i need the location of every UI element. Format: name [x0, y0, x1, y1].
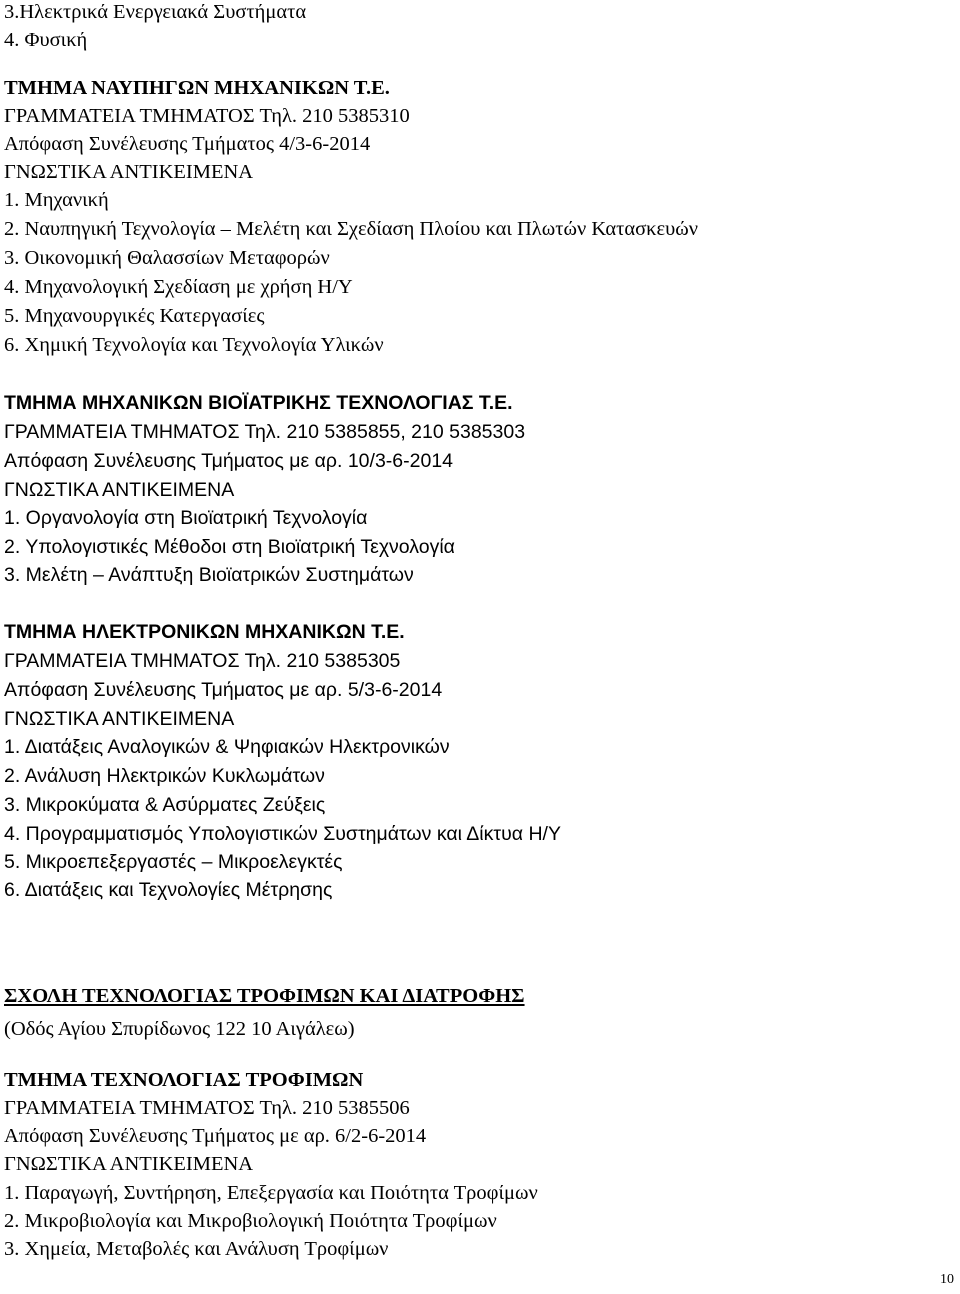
list-item: 4. Μηχανολογική Σχεδίαση με χρήση Η/Υ	[4, 276, 353, 298]
list-item: 3.Ηλεκτρικά Ενεργειακά Συστήματα	[4, 1, 307, 23]
subjects-heading: ΓΝΩΣΤΙΚΑ ΑΝΤΙΚΕΙΜΕΝΑ	[4, 161, 254, 183]
secretariat-phone: ΓΡΑΜΜΑΤΕΙΑ ΤΜΗΜΑΤΟΣ Τηλ. 210 5385310	[4, 105, 410, 127]
decision-line: Απόφαση Συνέλευσης Τμήματος με αρ. 5/3-6-2014	[4, 679, 443, 701]
secretariat-phone: ΓΡΑΜΜΑΤΕΙΑ ΤΜΗΜΑΤΟΣ Τηλ. 210 5385305	[4, 650, 401, 672]
school-address: (Οδός Αγίου Σπυρίδωνος 122 10 Αιγάλεω)	[4, 1018, 355, 1040]
list-item: 3. Μικροκύματα & Ασύρματες Ζεύξεις	[4, 794, 326, 816]
subjects-heading: ΓΝΩΣΤΙΚΑ ΑΝΤΙΚΕΙΜΕΝΑ	[4, 1153, 254, 1175]
section-title-naval: ΤΜΗΜΑ ΝΑΥΠΗΓΩΝ ΜΗΧΑΝΙΚΩΝ Τ.Ε.	[4, 77, 390, 99]
decision-line: Απόφαση Συνέλευσης Τμήματος με αρ. 10/3-6-2014	[4, 450, 454, 472]
list-item: 2. Ανάλυση Ηλεκτρικών Κυκλωμάτων	[4, 765, 325, 787]
list-item: 3. Μελέτη – Ανάπτυξη Βιοϊατρικών Συστημάτων	[4, 564, 414, 586]
decision-line: Απόφαση Συνέλευσης Τμήματος 4/3-6-2014	[4, 133, 371, 155]
secretariat-phone: ΓΡΑΜΜΑΤΕΙΑ ΤΜΗΜΑΤΟΣ Τηλ. 210 5385506	[4, 1097, 410, 1119]
page-number: 10	[940, 1272, 954, 1287]
section-title-biomedical: ΤΜΗΜΑ ΜΗΧΑΝΙΚΩΝ ΒΙΟΪΑΤΡΙΚΗΣ ΤΕΧΝΟΛΟΓΙΑΣ Τ.Ε.	[4, 392, 513, 414]
decision-line: Απόφαση Συνέλευσης Τμήματος με αρ. 6/2-6-2014	[4, 1125, 427, 1147]
list-item: 2. Μικροβιολογία και Μικροβιολογική Ποιότητα Τροφίμων	[4, 1210, 497, 1232]
list-item: 3. Οικονομική Θαλασσίων Μεταφορών	[4, 247, 330, 269]
list-item: 2. Υπολογιστικές Μέθοδοι στη Βιοϊατρική Τεχνολογία	[4, 536, 455, 558]
list-item: 6. Χημική Τεχνολογία και Τεχνολογία Υλικών	[4, 334, 384, 356]
list-item: 1. Παραγωγή, Συντήρηση, Επεξεργασία και Ποιότητα Τροφίμων	[4, 1182, 538, 1204]
secretariat-phone: ΓΡΑΜΜΑΤΕΙΑ ΤΜΗΜΑΤΟΣ Τηλ. 210 5385855, 210 5385303	[4, 421, 526, 443]
school-title: ΣΧΟΛΗ ΤΕΧΝΟΛΟΓΙΑΣ ΤΡΟΦΙΜΩΝ ΚΑΙ ΔΙΑΤΡΟΦΗΣ	[4, 985, 525, 1007]
section-title-electronics: ΤΜΗΜΑ ΗΛΕΚΤΡΟΝΙΚΩΝ ΜΗΧΑΝΙΚΩΝ Τ.Ε.	[4, 621, 405, 643]
list-item: 5. Μικροεπεξεργαστές – Μικροελεγκτές	[4, 851, 343, 873]
list-item: 1. Μηχανική	[4, 189, 109, 211]
list-item: 4. Προγραμματισμός Υπολογιστικών Συστημάτων και Δίκτυα Η/Υ	[4, 823, 561, 845]
section-title-food: ΤΜΗΜΑ ΤΕΧΝΟΛΟΓΙΑΣ ΤΡΟΦΙΜΩΝ	[4, 1069, 364, 1091]
list-item: 5. Μηχανουργικές Κατεργασίες	[4, 305, 265, 327]
list-item: 6. Διατάξεις και Τεχνολογίες Μέτρησης	[4, 879, 333, 901]
list-item: 2. Ναυπηγική Τεχνολογία – Μελέτη και Σχεδίαση Πλοίου και Πλωτών Κατασκευών	[4, 218, 699, 240]
list-item: 4. Φυσική	[4, 29, 88, 51]
list-item: 3. Χημεία, Μεταβολές και Ανάλυση Τροφίμων	[4, 1238, 389, 1260]
subjects-heading: ΓΝΩΣΤΙΚΑ ΑΝΤΙΚΕΙΜΕΝΑ	[4, 479, 235, 501]
list-item: 1. Οργανολογία στη Βιοϊατρική Τεχνολογία	[4, 507, 368, 529]
subjects-heading: ΓΝΩΣΤΙΚΑ ΑΝΤΙΚΕΙΜΕΝΑ	[4, 708, 235, 730]
list-item: 1. Διατάξεις Αναλογικών & Ψηφιακών Ηλεκτρονικών	[4, 736, 450, 758]
